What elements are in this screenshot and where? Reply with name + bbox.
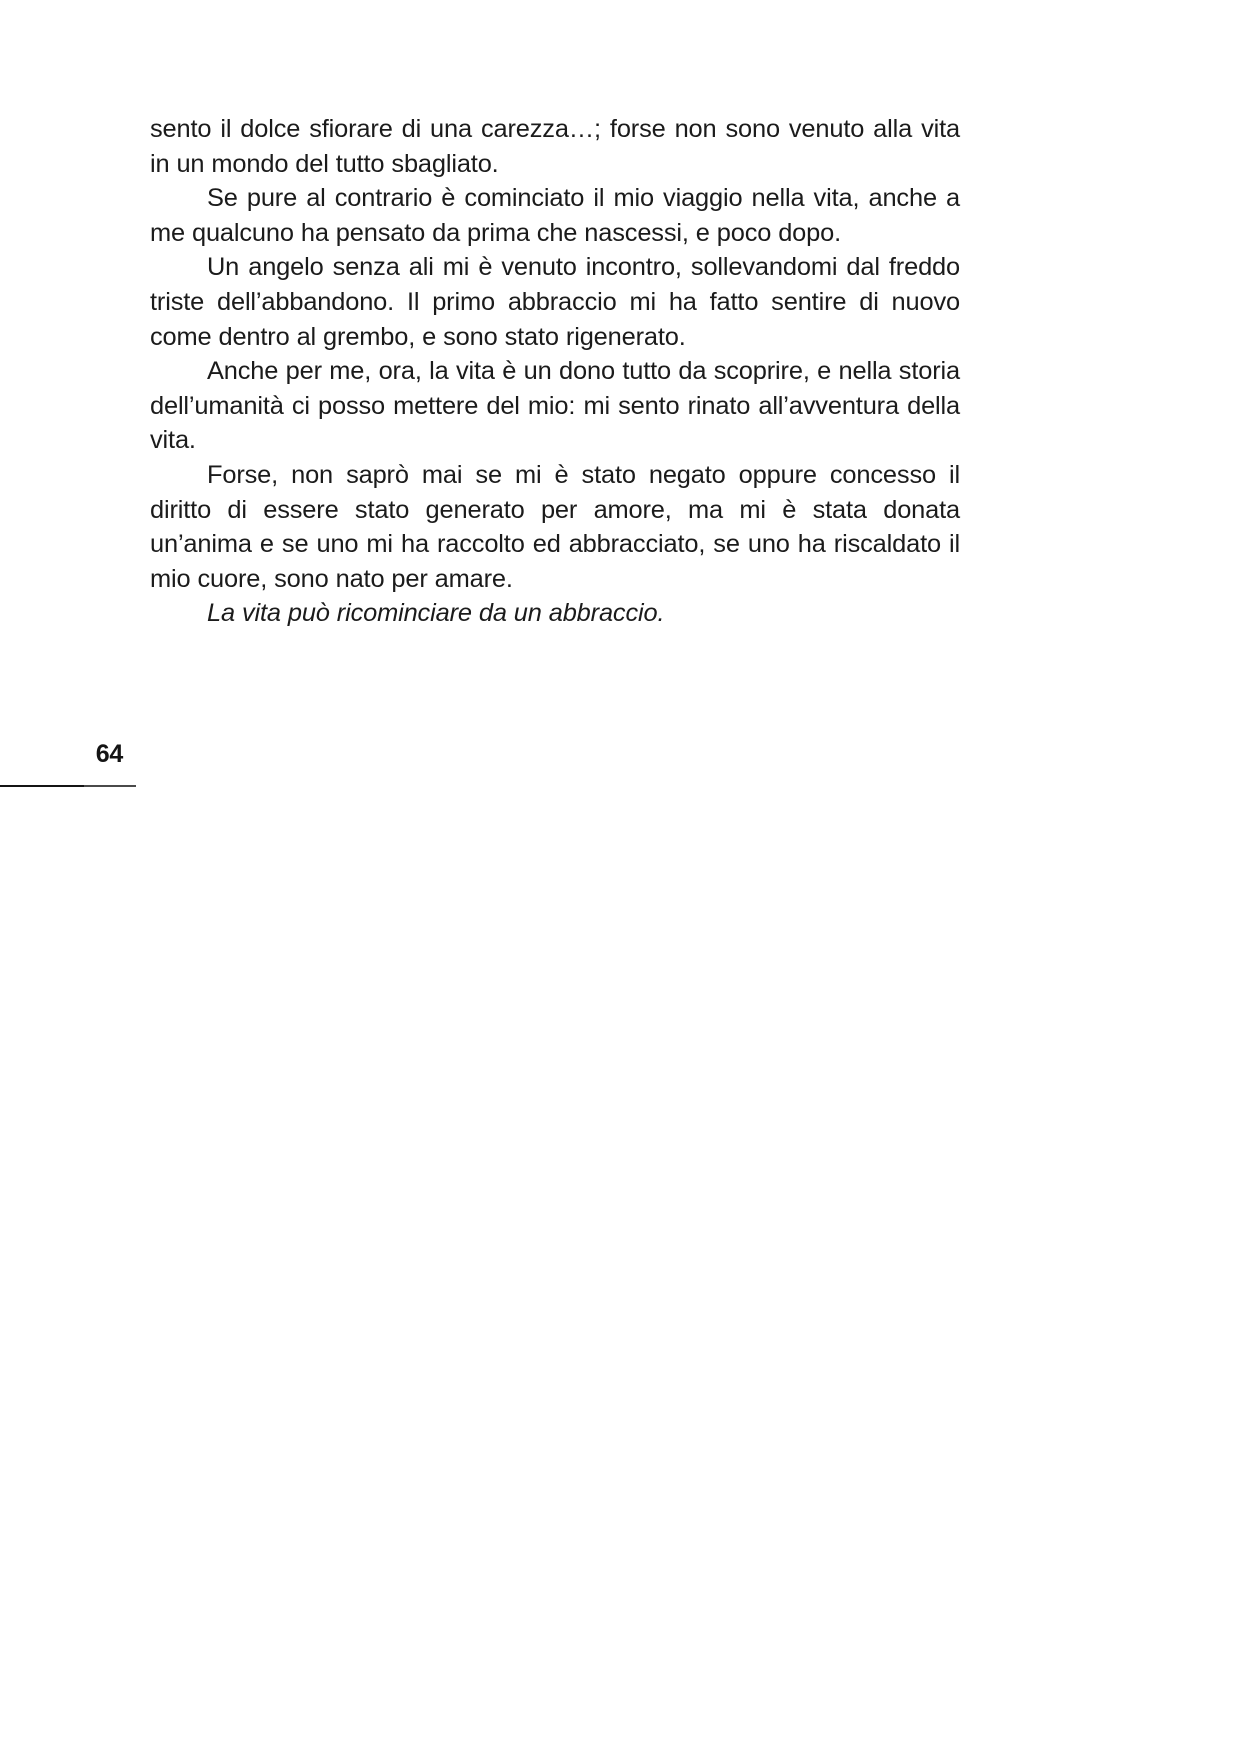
body-paragraph-italic: La vita può ricominciare da un abbraccio. — [207, 599, 665, 628]
body-paragraph: Un angelo senza ali mi è venuto incontro, sollevandomi dal freddo triste dell’abbandono. Il primo abbraccio mi ha fatto sentire di nuovo come dentro al grembo, e sono stato rigenerato. — [150, 253, 960, 351]
body-paragraph: Anche per me, ora, la vita è un dono tutto da scoprire, e nella storia dell’umanità ci posso mettere del mio: mi sento rinato all’avventura della vita. — [150, 357, 960, 455]
folio — [0, 742, 136, 787]
folio-rule-dark — [0, 785, 84, 787]
body-text-column — [150, 112, 960, 631]
folio-rule — [0, 785, 136, 787]
body-paragraph: sento il dolce sfiorare di una carezza…; forse non sono venuto alla vita in un mondo del tutto sbagliato. — [150, 115, 960, 178]
page-number: 64 — [95, 740, 123, 768]
body-paragraph: Forse, non saprò mai se mi è stato negato oppure concesso il diritto di essere stato generato per amore, ma mi è stata donata un’anima e se uno mi ha raccolto ed abbracciato, se uno ha riscaldato il mio cuore, sono nato per amare. — [150, 460, 960, 593]
body-paragraph: Se pure al contrario è cominciato il mio viaggio nella vita, anche a me qualcuno ha pensato da prima che nascessi, e poco dopo. — [150, 184, 960, 247]
